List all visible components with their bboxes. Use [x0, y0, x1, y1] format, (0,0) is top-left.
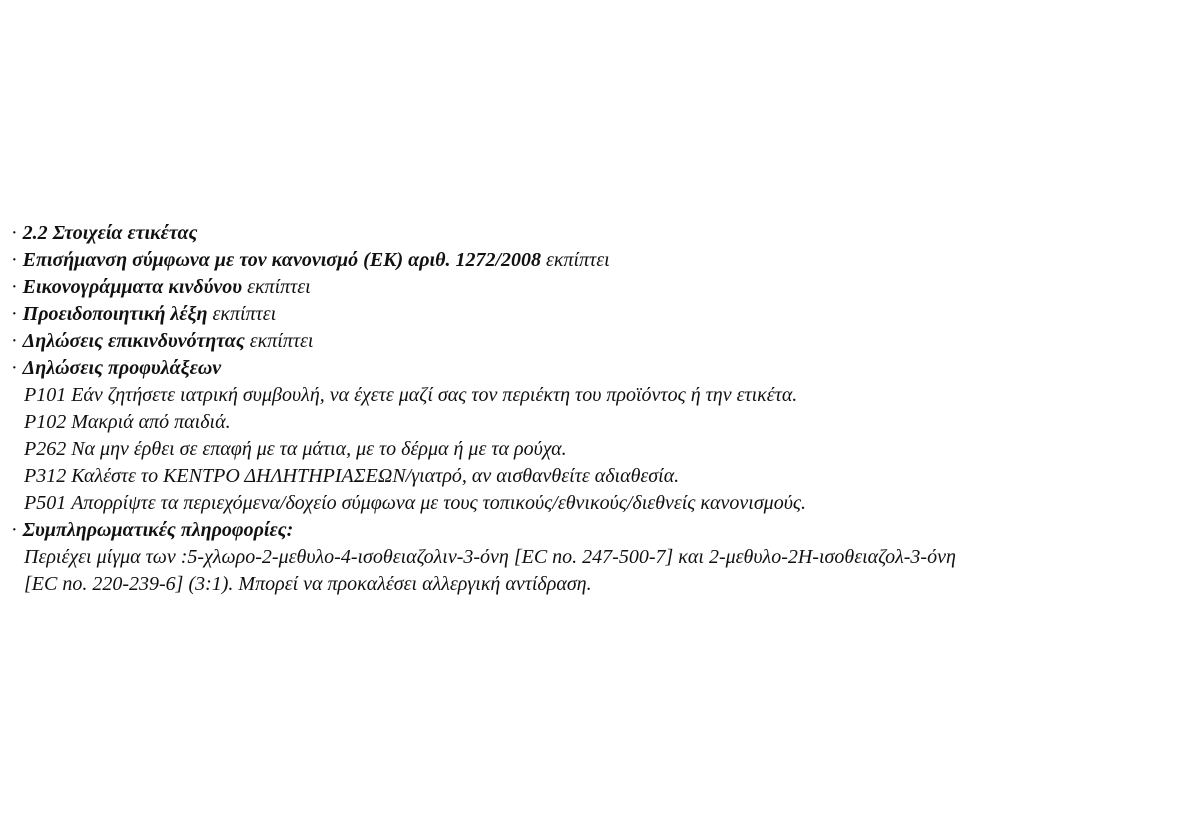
- bullet: ·: [11, 303, 18, 325]
- precautionary-heading-row: [11, 355, 1196, 382]
- precautionary-statement-p102: P102 Μακριά από παιδιά.: [24, 411, 231, 433]
- section-heading-row: [11, 220, 1196, 247]
- label-elements-section: [11, 220, 1196, 598]
- section-heading: 2.2 Στοιχεία ετικέτας: [22, 222, 198, 244]
- bullet: ·: [11, 519, 18, 541]
- labelling-label: Επισήμανση σύμφωνα με τον κανονισμό (ΕΚ) αριθ. 1272/2008: [22, 249, 542, 271]
- pictograms-value: εκπίπτει: [247, 276, 311, 298]
- precautionary-statement-p501: P501 Απορρίψτε τα περιεχόμενα/δοχείο σύμφωνα με τους τοπικούς/εθνικούς/διεθνείς κανονισμούς.: [24, 492, 807, 514]
- supplementary-text-line-1: Περιέχει μίγμα των :5-χλωρο-2-μεθυλο-4-ισοθειαζολιν-3-όνη [EC no. 247-500-7] και 2-μεθυλο-2Η-ισοθειαζολ-3-όνη: [24, 546, 956, 568]
- precautionary-label: Δηλώσεις προφυλάξεων: [22, 357, 222, 379]
- bullet: ·: [11, 276, 18, 298]
- precautionary-statement-p312: P312 Καλέστε το ΚΕΝΤΡΟ ΔΗΛΗΤΗΡΙΑΣΕΩΝ/γιατρό, αν αισθανθείτε αδιαθεσία.: [24, 465, 680, 487]
- pictograms-row: [11, 274, 1196, 301]
- signal-word-label: Προειδοποιητική λέξη: [22, 303, 208, 325]
- supplementary-text-line-2: [EC no. 220-239-6] (3:1). Μπορεί να προκαλέσει αλλεργική αντίδραση.: [24, 573, 592, 595]
- supplementary-heading-row: [11, 517, 1196, 544]
- precautionary-statement-p101: P101 Εάν ζητήσετε ιατρική συμβουλή, να έχετε μαζί σας τον περιέκτη του προϊόντος ή την ετικέτα.: [24, 384, 798, 406]
- labelling-value: εκπίπτει: [546, 249, 610, 271]
- hazard-statements-label: Δηλώσεις επικινδυνότητας: [22, 330, 245, 352]
- labelling-row: [11, 247, 1196, 274]
- bullet: ·: [11, 357, 18, 379]
- signal-word-row: [11, 301, 1196, 328]
- bullet: ·: [11, 249, 18, 271]
- bullet: ·: [11, 330, 18, 352]
- hazard-statements-value: εκπίπτει: [249, 330, 314, 352]
- signal-word-value: εκπίπτει: [212, 303, 277, 325]
- precautionary-statement-p262: P262 Να μην έρθει σε επαφή με τα μάτια, με το δέρμα ή με τα ρούχα.: [24, 438, 567, 460]
- supplementary-label: Συμπληρωματικές πληροφορίες:: [22, 519, 294, 541]
- pictograms-label: Εικονογράμματα κινδύνου: [22, 276, 243, 298]
- hazard-statements-row: [11, 328, 1196, 355]
- bullet: ·: [11, 222, 18, 244]
